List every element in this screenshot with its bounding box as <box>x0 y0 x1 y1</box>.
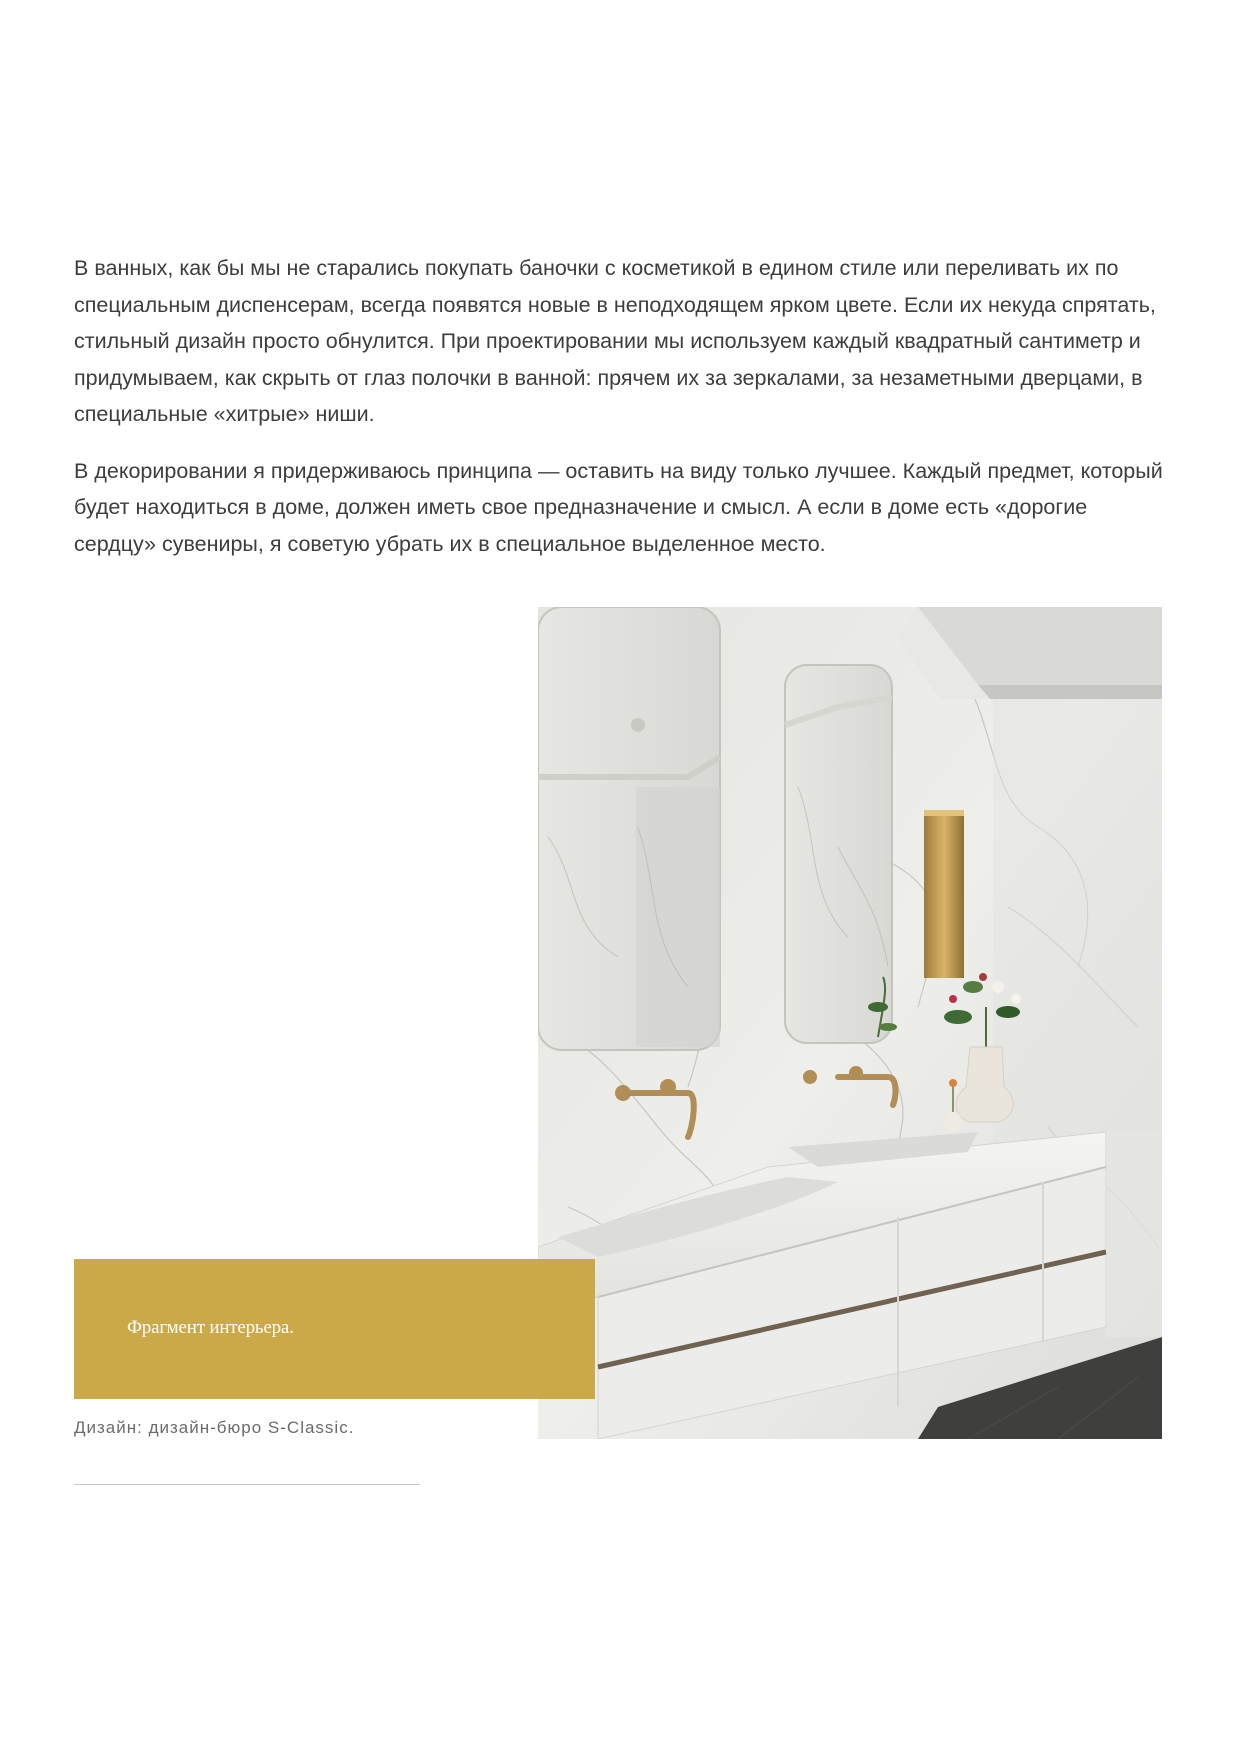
photo-credit: Дизайн: дизайн-бюро S-Classic. <box>74 1418 355 1437</box>
paragraph-1: В ванных, как бы мы не старались покупать баночки с косметикой в едином стиле или переливать их по специальным диспенсерам, всегда появятся новые в неподходящем ярком цвете. Если их некуда спрятать, стильный дизайн просто обнулится. При проектировании мы используем каждый квадратный сантиметр и придумываем, как скрыть от глаз полочки в ванной: прячем их за зеркалами, за незаметными дверцами, в специальные «хитрые» ниши. <box>74 256 1156 426</box>
bathroom-illustration <box>538 607 1162 1439</box>
bathroom-photo <box>538 607 1162 1439</box>
paragraph-2: В декорировании я придерживаюсь принципа — оставить на виду только лучшее. Каждый предмет, который будет находиться в доме, должен иметь свое предназначение и смысл. А если в доме есть «дорогие сердцу» сувениры, я советую убрать их в специальное выделенное место. <box>74 458 1163 556</box>
article-body <box>74 250 1164 582</box>
caption-title: Фрагмент интерьера. <box>127 1317 294 1338</box>
divider <box>74 1484 420 1485</box>
caption-box <box>74 1259 595 1399</box>
